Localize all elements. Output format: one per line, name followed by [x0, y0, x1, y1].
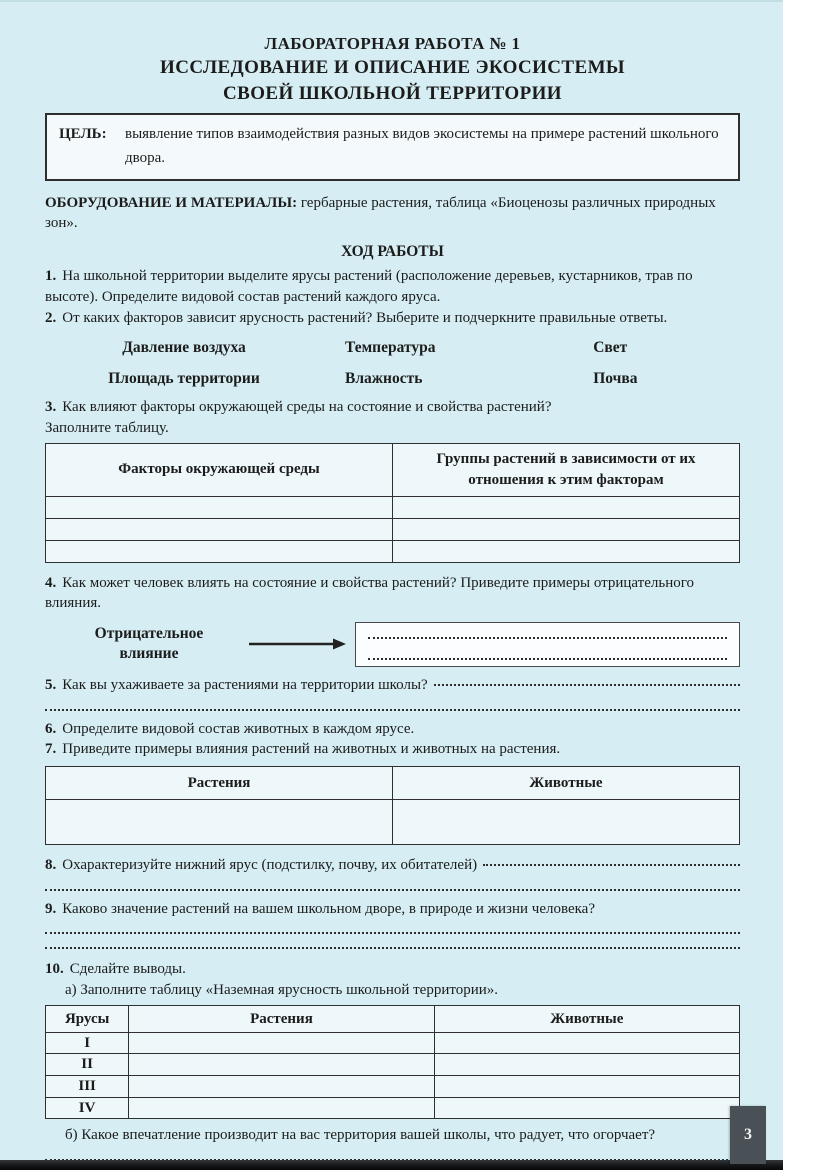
empty-cell: [46, 540, 393, 562]
step-5-number: 5.: [45, 676, 57, 693]
step-4-text: Как может человек влиять на состояние и свойства растений? Приведите примеры отрицательного влияния.: [45, 574, 695, 612]
step-4-number: 4.: [45, 574, 57, 591]
page-number-badge: [730, 1106, 766, 1164]
step-7-text: Приведите примеры влияния растений на животных и животных на растения.: [62, 741, 561, 758]
step-8-number: 8.: [45, 856, 57, 873]
step-10a: а) Заполните таблицу «Наземная ярусность школьной территории».: [65, 982, 499, 999]
step-5-text: Как вы ухаживаете за растениями на территории школы?: [62, 676, 428, 693]
factors-table-header-1: Факторы окружающей среды: [46, 443, 393, 496]
step-9: [45, 899, 740, 920]
answer-line: [45, 696, 740, 711]
step-10: [45, 959, 740, 980]
answer-line: [368, 658, 727, 660]
layer-row-label: IV: [46, 1097, 129, 1119]
step-7-number: 7.: [45, 741, 57, 758]
layer-row-label: I: [46, 1032, 129, 1054]
step-1: [45, 266, 740, 307]
step-6-text: Определите видовой состав животных в каждом ярусе.: [62, 720, 415, 737]
step-10-text: Сделайте выводы.: [69, 961, 186, 978]
arrow-right-icon: [247, 637, 347, 651]
negative-influence-label: Отрицательное влияние: [94, 624, 204, 663]
goal-box: [45, 113, 740, 181]
step-6-number: 6.: [45, 720, 57, 737]
step-6: [45, 719, 740, 740]
step-9-number: 9.: [45, 900, 57, 917]
empty-cell: [434, 1032, 739, 1054]
empty-cell: [434, 1097, 739, 1119]
step-7: [45, 739, 740, 760]
step-9-text: Каково значение растений на вашем школьном дворе, в природе и жизни человека?: [62, 900, 595, 917]
answer-line: [434, 684, 740, 686]
step-2-number: 2.: [45, 309, 57, 326]
step-10-number: 10.: [45, 961, 64, 978]
empty-cell: [46, 799, 393, 844]
goal-label: ЦЕЛЬ:: [59, 125, 107, 142]
layers-table: [45, 1005, 740, 1120]
empty-cell: [393, 496, 740, 518]
step-3-text: Как влияют факторы окружающей среды на состояние и свойства растений?: [62, 399, 552, 416]
factors-table: [45, 443, 740, 563]
page-content: [0, 2, 783, 1161]
empty-cell: [129, 1076, 434, 1098]
answer-box: [355, 622, 740, 667]
step-3-number: 3.: [45, 399, 57, 416]
equipment-section: [45, 193, 740, 234]
step-3: [45, 397, 740, 438]
step-2-text: От каких факторов зависит ярусность растений? Выберите и подчеркните правильные ответы.: [62, 309, 668, 326]
step-1-text: На школьной территории выделите ярусы растений (расположение деревьев, кустарников, трав по высоте). Определите видовой состав растений каждого яруса.: [45, 268, 693, 306]
answer-line: [368, 637, 727, 639]
work-heading: ХОД РАБОТЫ: [341, 242, 444, 260]
factor-options: [45, 337, 740, 389]
layers-header-1: Ярусы: [46, 1005, 129, 1032]
empty-cell: [46, 518, 393, 540]
page-number: 3: [744, 1126, 752, 1143]
empty-cell: [434, 1076, 739, 1098]
step-4: [45, 573, 740, 614]
plants-animals-header-2: Животные: [393, 766, 740, 799]
step-8: [45, 855, 740, 876]
answer-line: [45, 1146, 740, 1161]
plants-animals-header-1: Растения: [46, 766, 393, 799]
layer-row-label: II: [46, 1054, 129, 1076]
empty-cell: [434, 1054, 739, 1076]
title-line-3: СВОЕЙ ШКОЛЬНОЙ ТЕРРИТОРИИ: [223, 82, 562, 104]
answer-line: [45, 876, 740, 891]
step-2: [45, 308, 740, 329]
factor-option: Давление воздуха: [122, 339, 246, 357]
empty-cell: [129, 1032, 434, 1054]
answer-line: [45, 934, 740, 949]
empty-cell: [393, 540, 740, 562]
step-3-text2: Заполните таблицу.: [45, 419, 169, 436]
answer-line: [45, 919, 740, 934]
empty-cell: [46, 496, 393, 518]
layers-header-3: Животные: [434, 1005, 739, 1032]
equipment-text: гербарные растения, таблица «Биоценозы различных природных зон».: [45, 194, 716, 232]
answer-line: [483, 864, 740, 866]
layer-row-label: III: [46, 1076, 129, 1098]
step-1-number: 1.: [45, 268, 57, 285]
page-title: [45, 32, 740, 106]
factor-option: Свет: [593, 339, 628, 357]
step-8-text: Охарактеризуйте нижний ярус (подстилку, почву, их обитателей): [62, 856, 478, 873]
plants-animals-table: [45, 766, 740, 845]
bottom-bar: [0, 1160, 783, 1170]
layers-header-2: Растения: [129, 1005, 434, 1032]
empty-cell: [129, 1054, 434, 1076]
step-10b: б) Какое впечатление производит на вас территория вашей школы, что радует, что огорчает?: [65, 1127, 656, 1144]
factor-option: Влажность: [345, 369, 423, 387]
factor-option: Почва: [593, 369, 638, 387]
empty-cell: [129, 1097, 434, 1119]
empty-cell: [393, 518, 740, 540]
equipment-label: ОБОРУДОВАНИЕ И МАТЕРИАЛЫ:: [45, 194, 298, 211]
empty-cell: [393, 799, 740, 844]
factor-option: Температура: [345, 339, 436, 357]
goal-text: выявление типов взаимодействия разных видов экосистемы на примере растений школьного двора.: [125, 125, 719, 166]
title-line-2: ИССЛЕДОВАНИЕ И ОПИСАНИЕ ЭКОСИСТЕМЫ: [160, 57, 625, 79]
factor-option: Площадь территории: [108, 369, 260, 387]
factors-table-header-2: Группы растений в зависимости от их отношения к этим факторам: [393, 443, 740, 496]
negative-influence-diagram: [65, 622, 740, 667]
title-line-1: ЛАБОРАТОРНАЯ РАБОТА № 1: [264, 34, 521, 53]
step-5: [45, 675, 740, 696]
